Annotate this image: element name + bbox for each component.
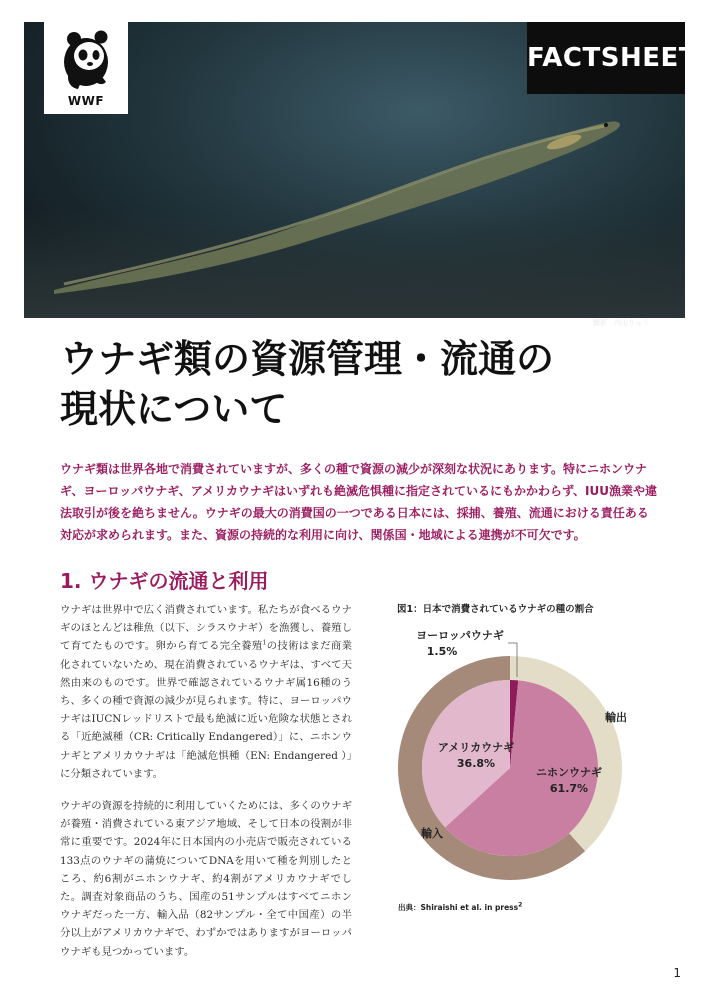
figure-source xyxy=(398,902,522,913)
page-title xyxy=(60,334,660,434)
body-paragraph-2: ウナギの資源を持続的に利用していくためには、多くのウナギが養殖・消費されている東アジア地域、そして日本の役割が非常に重要です。2024年に日本国内の小売店で販売されている133点のウナギの蒲焼についてDNAを用いて種を判別したところ、約6割がニホンウナギ、約4割がアメリカウナギでした。調査対象商品のうち、国産の51サンプルはすべてニホンウナギだった一方、輸入品（82サンプル・全て中国産）の半分以上がアメリカウナギで、わずかではありますがヨーロッパウナギも見つかっています。 xyxy=(60,800,352,958)
photo-credit: 撮影 内山りゅう xyxy=(593,319,649,327)
page-number: 1 xyxy=(673,966,681,980)
footnote-ref-2: 2 xyxy=(518,901,523,909)
europe-label: ヨーロッパウナギ xyxy=(416,629,504,642)
body-paragraph-1 xyxy=(60,601,352,783)
america-label: アメリカウナギ xyxy=(437,741,515,754)
import-label: 輸入 xyxy=(421,827,443,840)
body-paragraph-1-a: ウナギは世界中で広く消費されています。私たちが食べるウナギのほとんどは稚魚（以下、シラスウナギ）を漁獲し、養殖して育てたものです。卵から育てる完全養殖 xyxy=(60,604,352,653)
europe-value-label: 1.5% xyxy=(426,645,458,658)
figure-caption: 図1：日本で消費されているウナギの種の割合 xyxy=(397,604,594,615)
wwf-logo xyxy=(44,22,128,114)
section-heading: 1. ウナギの流通と利用 xyxy=(60,569,269,593)
footnote-ref-1: 1 xyxy=(262,639,267,647)
page-title-line2: 現状について xyxy=(60,387,288,431)
japan-value-label: 61.7% xyxy=(549,782,589,795)
figure-source-text: 出典：Shiraishi et al. in press xyxy=(398,903,519,912)
lead-paragraph: ウナギ類は世界各地で消費されていますが、多くの種で資源の減少が深刻な状況にあります。特にニホンウナギ、ヨーロッパウナギ、アメリカウナギはいずれも絶滅危惧種に指定されているにもかかわらず、IUU漁業や違法取引が後を絶ちません。ウナギの最大の消費国の一つである日本には、採捕、養殖、流通における責任ある対応が求められます。また、資源の持続的な利用に向け、関係国・地域による連携が不可欠です。 xyxy=(60,462,657,542)
page-title-line1: ウナギ類の資源管理・流通の xyxy=(60,337,555,381)
japan-label: ニホンウナギ xyxy=(536,766,602,779)
factsheet-badge: FACTSHEET xyxy=(527,22,685,94)
panda-icon xyxy=(44,22,128,92)
wwf-logo-text: WWF xyxy=(67,94,105,108)
export-label: 輸出 xyxy=(605,711,627,724)
america-value-label: 36.8% xyxy=(456,757,496,770)
body-paragraph-1-b: の技術はまだ商業化されていないため、現在消費されているウナギは、すべて天然由来のものです。世界で確認されているウナギ属16種のうち、多くの種で資源の減少が見られます。特に、ヨーロッパウナギはIUCNレッドリストで最も絶滅に近い危険な状態とされる「近絶滅種（CR: Critically Endangered）」に、ニホンウナギとアメリカウナギは「絶滅危惧種（EN: Endangered ）」に分類されています。 xyxy=(60,640,353,780)
species-share-donut-chart xyxy=(380,615,630,880)
